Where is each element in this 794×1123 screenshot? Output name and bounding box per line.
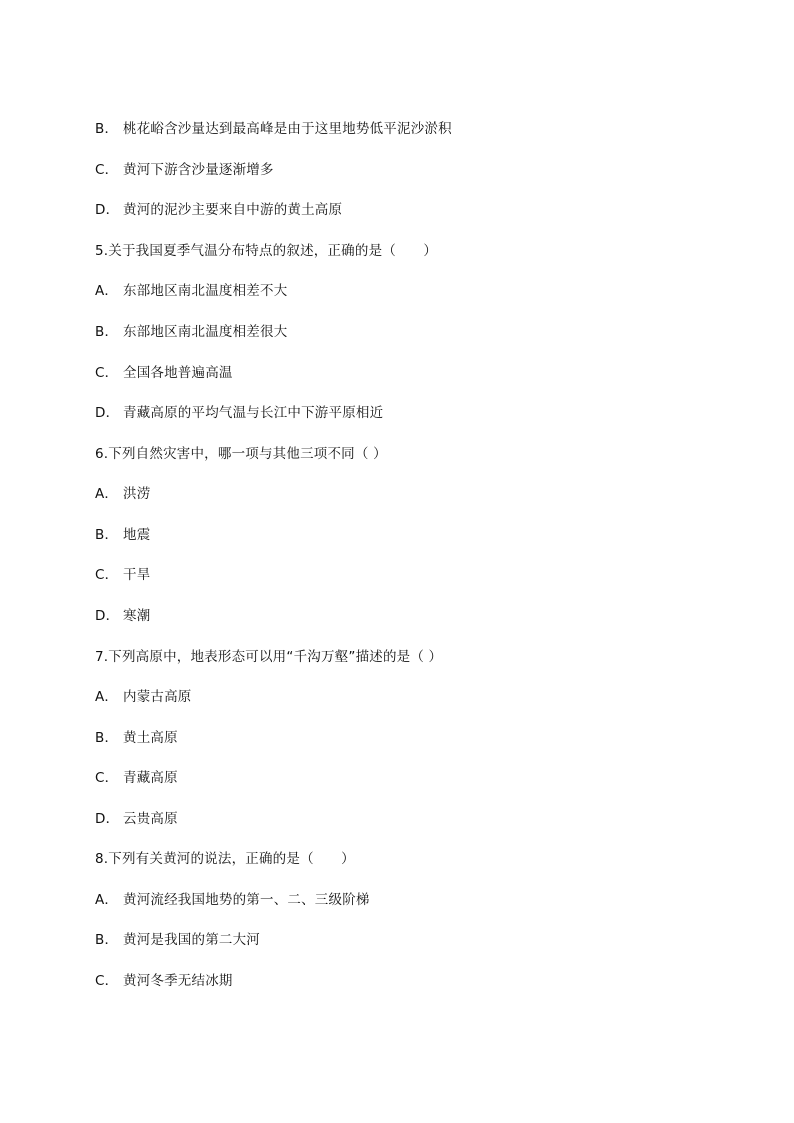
option-4d	[95, 201, 342, 219]
option-7d	[95, 810, 178, 828]
option-text: 寒潮	[123, 608, 151, 624]
option-label: C．	[95, 365, 119, 381]
option-5a	[95, 282, 287, 300]
option-text: 黄河的泥沙主要来自中游的黄土高原	[123, 202, 343, 218]
option-label: B．	[95, 324, 119, 340]
question-7: 7.下列高原中，地表形态可以用“千沟万壑”描述的是（ ）	[95, 649, 443, 665]
option-label: C．	[95, 973, 119, 989]
option-label: C．	[95, 770, 119, 786]
option-label: D．	[95, 811, 120, 827]
option-5b	[95, 323, 287, 341]
option-text: 黄土高原	[123, 730, 178, 746]
option-5c	[95, 364, 233, 382]
option-label: A．	[95, 689, 119, 705]
option-label: C．	[95, 567, 119, 583]
option-text: 黄河是我国的第二大河	[123, 932, 260, 948]
question-8: 8.下列有关黄河的说法，正确的是（ ）	[95, 851, 355, 867]
option-text: 东部地区南北温度相差不大	[123, 283, 288, 299]
question-5: 5.关于我国夏季气温分布特点的叙述，正确的是（ ）	[95, 243, 438, 259]
option-6d	[95, 607, 150, 625]
option-text: 东部地区南北温度相差很大	[123, 324, 288, 340]
option-4b	[95, 120, 452, 138]
option-7c	[95, 769, 178, 787]
option-6c	[95, 566, 150, 584]
option-label: D．	[95, 608, 120, 624]
option-text: 全国各地普遍高温	[123, 365, 233, 381]
option-text: 青藏高原	[123, 770, 178, 786]
option-label: B．	[95, 932, 119, 948]
option-7a	[95, 688, 192, 706]
option-text: 干旱	[123, 567, 151, 583]
option-label: A．	[95, 892, 119, 908]
option-label: A．	[95, 283, 119, 299]
question-6: 6.下列自然灾害中，哪一项与其他三项不同（ ）	[95, 446, 387, 462]
option-6a	[95, 485, 150, 503]
option-text: 云贵高原	[123, 811, 178, 827]
option-8c	[95, 972, 233, 990]
option-8a	[95, 891, 370, 909]
option-text: 地震	[123, 527, 151, 543]
option-label: C．	[95, 162, 119, 178]
option-label: B．	[95, 527, 119, 543]
option-4c	[95, 161, 274, 179]
option-7b	[95, 729, 178, 747]
option-label: A．	[95, 486, 119, 502]
option-text: 黄河流经我国地势的第一、二、三级阶梯	[123, 892, 370, 908]
option-label: D．	[95, 405, 120, 421]
option-label: D．	[95, 202, 120, 218]
option-6b	[95, 526, 150, 544]
option-text: 黄河下游含沙量逐渐增多	[123, 162, 274, 178]
option-label: B．	[95, 730, 119, 746]
option-text: 黄河冬季无结冰期	[123, 973, 233, 989]
option-text: 青藏高原的平均气温与长江中下游平原相近	[123, 405, 384, 421]
option-text: 内蒙古高原	[123, 689, 192, 705]
option-label: B．	[95, 121, 119, 137]
option-text: 洪涝	[123, 486, 151, 502]
option-text: 桃花峪含沙量达到最高峰是由于这里地势低平泥沙淤积	[123, 121, 452, 137]
option-5d	[95, 404, 383, 422]
option-8b	[95, 931, 260, 949]
